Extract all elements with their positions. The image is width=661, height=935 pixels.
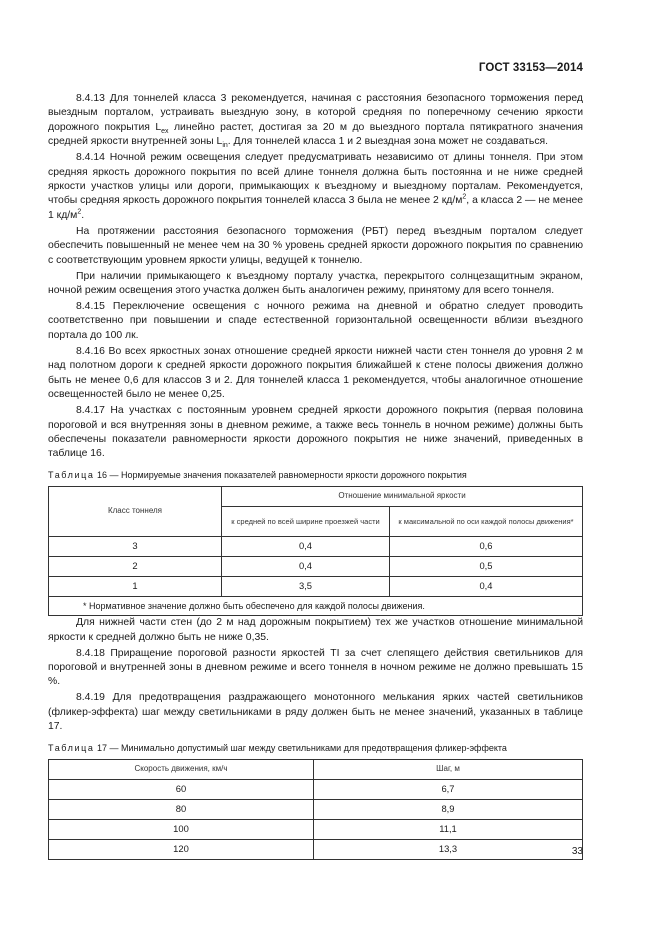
paragraph-8-4-14: 8.4.14 Ночной режим освещения следует предусматривать независимо от длины тоннеля. При этом средняя яркость дорожного покрытия по всей длине тоннеля должна быть постоянна и не ниже средней яркости участков улицы или дороги, примыкающих к въездному и выездному порталам. Рекомендуется, чтобы средняя яркость дорожного покрытия тоннелей класса 3 была не менее 2 $кд/м^2$, а класса 2 — не менее 1 $кд/м^2$. — [48, 152, 583, 221]
table-row — [49, 577, 583, 597]
table-row — [49, 839, 583, 859]
table-cell: 3,5 — [222, 577, 390, 597]
table-row — [49, 537, 583, 557]
table-header: к средней по всей ширине проезжей части — [222, 507, 390, 537]
table-header: Шаг, м — [314, 759, 583, 779]
paragraph-8-4-18: 8.4.18 Приращение пороговой разности яркостей TI за счет слепящего действия светильников для пороговой и внутренней зоны в дневном режиме и всего тоннеля в ночном режиме не должно превышать 15 %. — [48, 647, 583, 688]
paragraph-8-4-15: 8.4.15 Переключение освещения с ночного режима на дневной и обратно следует проводить соответственно при повышении и спаде естественной горизонтальной освещенности вблизи въездного портала до 100 лк. — [48, 301, 583, 341]
paragraph-screen: При наличии примыкающего к въездному порталу участка, перекрытого солнцезащитным экраном, ночной режим освещения этого участка должен быть аналогичен режиму, принятому для всего тоннеля. — [48, 270, 583, 297]
paragraph-8-4-16: 8.4.16 Во всех яркостных зонах отношение средней яркости нижней части стен тоннеля до уровня 2 м над полотном дороги к средней яркости дорожного покрытия ближайшей к стене полосы движения должно быть не менее 0,6 для классов 3 и 2. Для тоннелей класса 1 рекомендуется, чтобы аналогичное отношение освещенностей было не менее 0,25. — [48, 345, 583, 401]
table-cell: 2 — [49, 557, 222, 577]
table-cell: 8,9 — [314, 799, 583, 819]
table-header: к максимальной по оси каждой полосы движения* — [390, 507, 583, 537]
table-cell: 120 — [49, 839, 314, 859]
table-header: Класс тоннеля — [49, 487, 222, 537]
table-cell: 100 — [49, 819, 314, 839]
paragraph-walls: Для нижней части стен (до 2 м над дорожным покрытием) тех же участков отношение минимальной яркости к средней должно быть не ниже 0,35. — [48, 617, 583, 643]
table-row — [49, 557, 583, 577]
paragraph-rbt: На протяжении расстояния безопасного торможения (РБТ) перед въездным порталом следует обеспечить повышенный не менее чем на 30 % уровень средней яркости дорожного покрытия по сравнению с соответствующим уровнем яркости улицы, ведущей к тоннелю. — [48, 225, 583, 266]
document-header: ГОСТ 33153—2014 — [478, 62, 583, 74]
table-header: Отношение минимальной яркости — [222, 487, 583, 507]
table-17-caption: Таблица 17 — Минимально допустимый шаг между светильниками для предотвращения фликер-эффекта — [48, 742, 507, 753]
table-cell: 0,4 — [390, 577, 583, 597]
table-cell: 60 — [49, 779, 314, 799]
table-cell: 1 — [49, 577, 222, 597]
table-row — [49, 799, 583, 819]
paragraph-8-4-13: 8.4.13 Для тоннелей класса 3 рекомендуется, начиная с расстояния безопасного торможения перед выездным порталом, устраивать выездную зону, в которой средняя по поперечному сечению яркости дорожного покрытия $L_{ex}$ линейно растет, достигая за 20 м до выездного портала пятикратного значения средней яркости внутренней зоны $L_{in}$. Для тоннелей класса 1 и 2 выездная зона может не создаваться. — [48, 93, 583, 150]
table-cell: 0,5 — [390, 557, 583, 577]
table-16-caption: Таблица 16 — Нормируемые значения показателей равномерности яркости дорожного покрытия — [48, 469, 467, 480]
paragraph-8-4-17: 8.4.17 На участках с постоянным уровнем средней яркости дорожного покрытия (первая половина пороговой и вся внутренняя зоны в дневном режиме, а также весь тоннель в ночном режиме) должны быть обеспечены показатели равномерности яркости дорожного покрытия не ниже значений, приведенных в таблице 16. — [48, 405, 583, 460]
table-cell: 0,4 — [222, 537, 390, 557]
paragraph-8-4-19: 8.4.19 Для предотвращения раздражающего монотонного мелькания ярких частей светильников (фликер-эффекта) шаг между светильниками в ряду должен быть не менее значений, указанных в таблице 17. — [48, 692, 583, 733]
table-cell: 0,4 — [222, 557, 390, 577]
table-note: * Нормативное значение должно быть обеспечено для каждой полосы движения. — [49, 597, 583, 616]
table-cell: 3 — [49, 537, 222, 557]
table-row — [49, 819, 583, 839]
table-cell: 0,6 — [390, 537, 583, 557]
table-16 — [48, 486, 583, 616]
page-number: 33 — [571, 846, 583, 857]
table-header: Скорость движения, км/ч — [49, 759, 314, 779]
table-cell: 6,7 — [314, 779, 583, 799]
table-17 — [48, 759, 583, 860]
table-row — [49, 779, 583, 799]
table-cell: 13,3 — [314, 839, 583, 859]
table-cell: 11,1 — [314, 819, 583, 839]
page-content — [48, 92, 583, 860]
table-cell: 80 — [49, 799, 314, 819]
